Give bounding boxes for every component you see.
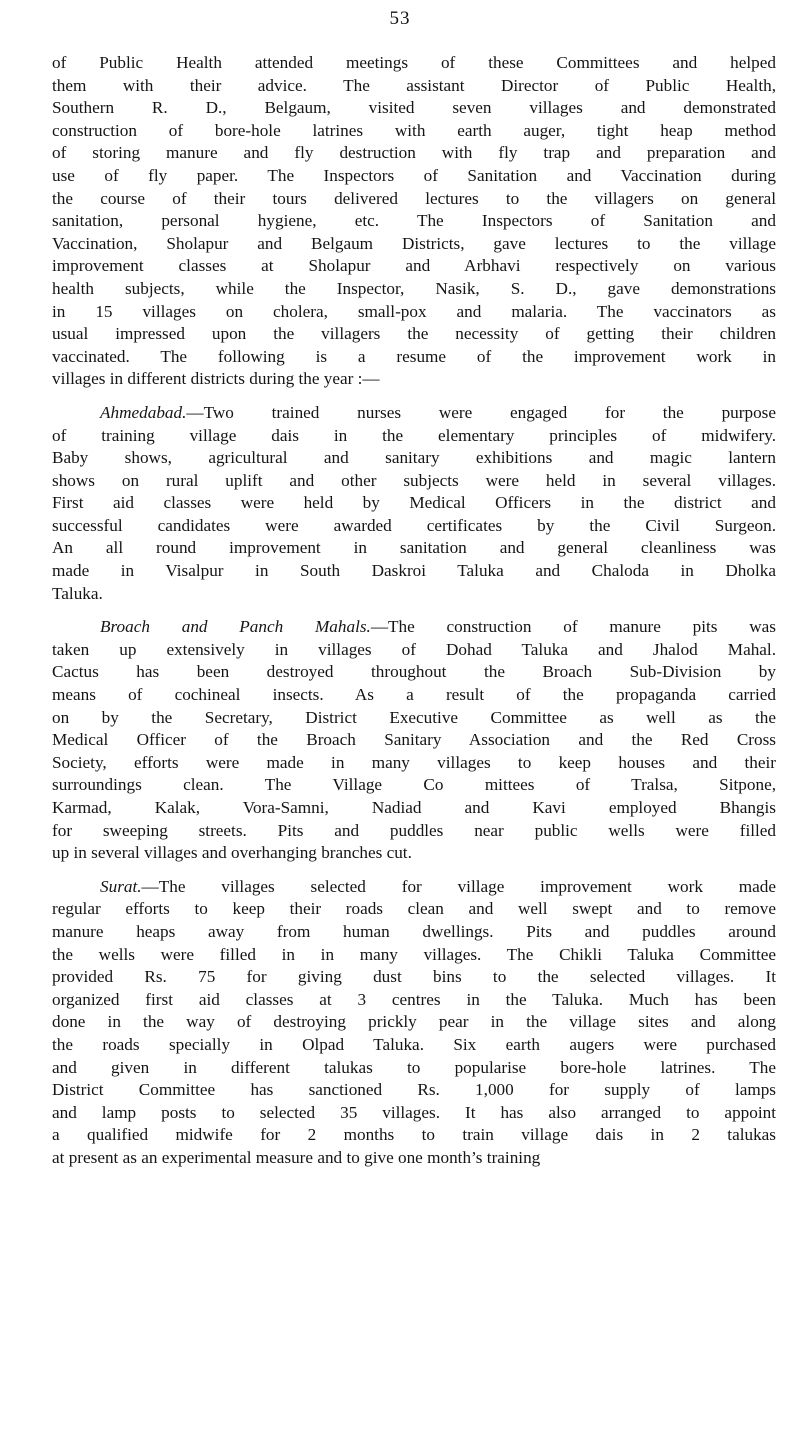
line-text: District Committee has sanctioned Rs. 1,000 for supply of lamps xyxy=(52,1080,776,1100)
line-text: Society, efforts were made in many villages to keep houses and their xyxy=(52,752,776,772)
line-text: regular efforts to keep their roads clean and well swept and to remove xyxy=(52,899,776,919)
line-text: done in the way of destroying prickly pear in the village sites and along xyxy=(52,1012,776,1032)
text-line xyxy=(52,233,776,256)
text-line xyxy=(52,97,776,120)
line-text: manure heaps away from human dwellings. Pits and puddles around xyxy=(52,921,776,941)
text-line xyxy=(52,684,776,707)
line-text: up in several villages and overhanging branches cut. xyxy=(52,843,412,863)
line-text: vaccinated. The following is a resume of the improvement work in xyxy=(52,346,776,366)
line-text: of training village dais in the elementary principles of midwifery. xyxy=(52,425,776,445)
text-line xyxy=(52,537,776,560)
text-line xyxy=(52,560,776,583)
text-line xyxy=(52,323,776,346)
text-line xyxy=(52,1079,776,1102)
line-text: the roads specially in Olpad Taluka. Six earth augers were purchased xyxy=(52,1034,776,1054)
line-text: Vaccination, Sholapur and Belgaum Districts, gave lectures to the village xyxy=(52,233,776,253)
paragraph-gap xyxy=(52,865,776,876)
line-text: Baby shows, agricultural and sanitary exhibitions and magic lantern xyxy=(52,448,776,468)
text-line xyxy=(52,492,776,515)
paragraph xyxy=(52,402,776,605)
body-text xyxy=(52,52,776,1170)
line-text: construction of bore-hole latrines with earth auger, tight heap method xyxy=(52,120,776,140)
section-heading: Surat. xyxy=(100,876,142,896)
paragraph xyxy=(52,876,776,1170)
text-line xyxy=(52,1102,776,1125)
line-text: a qualified midwife for 2 months to train village dais in 2 talukas xyxy=(52,1125,776,1145)
text-line xyxy=(52,278,776,301)
line-text: Medical Officer of the Broach Sanitary Association and the Red Cross xyxy=(52,730,776,750)
text-line xyxy=(52,75,776,98)
line-text: and lamp posts to selected 35 villages. It has also arranged to appoint xyxy=(52,1102,776,1122)
paragraph-gap xyxy=(52,605,776,616)
text-line xyxy=(52,188,776,211)
text-line xyxy=(52,661,776,684)
text-line xyxy=(52,989,776,1012)
text-line xyxy=(52,797,776,820)
line-text: improvement classes at Sholapur and Arbhavi respectively on various xyxy=(52,256,776,276)
text-line xyxy=(52,1057,776,1080)
text-line xyxy=(52,1011,776,1034)
line-text: Cactus has been destroyed throughout the Broach Sub-Division by xyxy=(52,662,776,682)
page-number: 53 xyxy=(389,8,411,29)
line-text: Taluka. xyxy=(52,583,103,603)
text-line xyxy=(52,876,776,899)
text-line xyxy=(52,583,776,606)
text-line xyxy=(52,1147,776,1170)
line-text: for sweeping streets. Pits and puddles near public wells were filled xyxy=(52,820,776,840)
line-text: taken up extensively in villages of Dohad Taluka and Jhalod Mahal. xyxy=(52,639,776,659)
line-text: health subjects, while the Inspector, Nasik, S. D., gave demonstrations xyxy=(52,278,776,298)
line-text: sanitation, personal hygiene, etc. The Inspectors of Sanitation and xyxy=(52,211,776,231)
section-heading: Broach and Panch Mahals. xyxy=(100,617,371,637)
line-text: Karmad, Kalak, Vora-Samni, Nadiad and Kavi employed Bhangis xyxy=(52,798,776,817)
line-text: of storing manure and fly destruction with fly trap and preparation and xyxy=(52,143,776,163)
text-line xyxy=(52,842,776,865)
line-text: provided Rs. 75 for giving dust bins to the selected villages. It xyxy=(52,967,776,987)
line-text: —Two trained nurses were engaged for the purpose xyxy=(186,402,776,422)
text-line xyxy=(52,52,776,75)
text-line xyxy=(52,447,776,470)
paragraph xyxy=(52,52,776,391)
text-line xyxy=(52,402,776,425)
text-line xyxy=(52,1124,776,1147)
line-text: on by the Secretary, District Executive Committee as well as the xyxy=(52,707,776,727)
text-line xyxy=(52,966,776,989)
text-line xyxy=(52,752,776,775)
line-text: the course of their tours delivered lectures to the villagers on general xyxy=(52,188,776,208)
text-line xyxy=(52,301,776,324)
text-line xyxy=(52,1034,776,1057)
line-text: usual impressed upon the villagers the necessity of getting their children xyxy=(52,324,776,344)
text-line xyxy=(52,707,776,730)
text-line xyxy=(52,820,776,843)
text-line xyxy=(52,470,776,493)
text-line xyxy=(52,898,776,921)
line-text: —The construction of manure pits was xyxy=(370,617,777,637)
text-line xyxy=(52,142,776,165)
section-heading: Ahmedabad. xyxy=(100,402,187,422)
line-text: in 15 villages on cholera, small-pox and malaria. The vaccinators as xyxy=(52,301,776,321)
text-line xyxy=(52,425,776,448)
line-text: means of cochineal insects. As a result of the propaganda carried xyxy=(52,685,776,705)
text-line xyxy=(52,515,776,538)
paragraph xyxy=(52,616,776,865)
text-line xyxy=(52,774,776,797)
line-text: An all round improvement in sanitation and general cleanliness was xyxy=(52,538,776,558)
line-text: successful candidates were awarded certificates by the Civil Surgeon. xyxy=(52,515,776,535)
line-text: villages in different districts during the year :— xyxy=(52,369,380,389)
line-text: surroundings clean. The Village Co mittees of Tralsa, Sitpone, xyxy=(52,775,776,795)
text-line xyxy=(52,120,776,143)
line-text: First aid classes were held by Medical Officers in the district and xyxy=(52,493,776,513)
line-text: made in Visalpur in South Daskroi Taluka and Chaloda in Dholka xyxy=(52,561,776,581)
line-text: use of fly paper. The Inspectors of Sanitation and Vaccination during xyxy=(52,165,776,185)
line-text: at present as an experimental measure and to give one month’s training xyxy=(52,1147,541,1167)
text-line xyxy=(52,346,776,369)
line-text: —The villages selected for village improvement work made xyxy=(141,876,776,896)
line-text: the wells were filled in in many villages. The Chikli Taluka Committee xyxy=(52,944,776,964)
line-text: organized first aid classes at 3 centres in the Taluka. Much has been xyxy=(52,989,776,1009)
line-text: shows on rural uplift and other subjects were held in several villages. xyxy=(52,470,776,490)
text-line xyxy=(52,729,776,752)
line-text: them with their advice. The assistant Director of Public Health, xyxy=(52,75,776,95)
line-text: Southern R. D., Belgaum, visited seven villages and demonstrated xyxy=(52,98,776,118)
text-line xyxy=(52,616,776,639)
text-line xyxy=(52,210,776,233)
text-line xyxy=(52,368,776,391)
text-line xyxy=(52,639,776,662)
text-line xyxy=(52,944,776,967)
line-text: of Public Health attended meetings of these Committees and helped xyxy=(52,53,776,72)
line-text: and given in different talukas to popularise bore-hole latrines. The xyxy=(52,1057,776,1077)
text-line xyxy=(52,255,776,278)
text-line xyxy=(52,921,776,944)
text-line xyxy=(52,165,776,188)
paragraph-gap xyxy=(52,391,776,402)
